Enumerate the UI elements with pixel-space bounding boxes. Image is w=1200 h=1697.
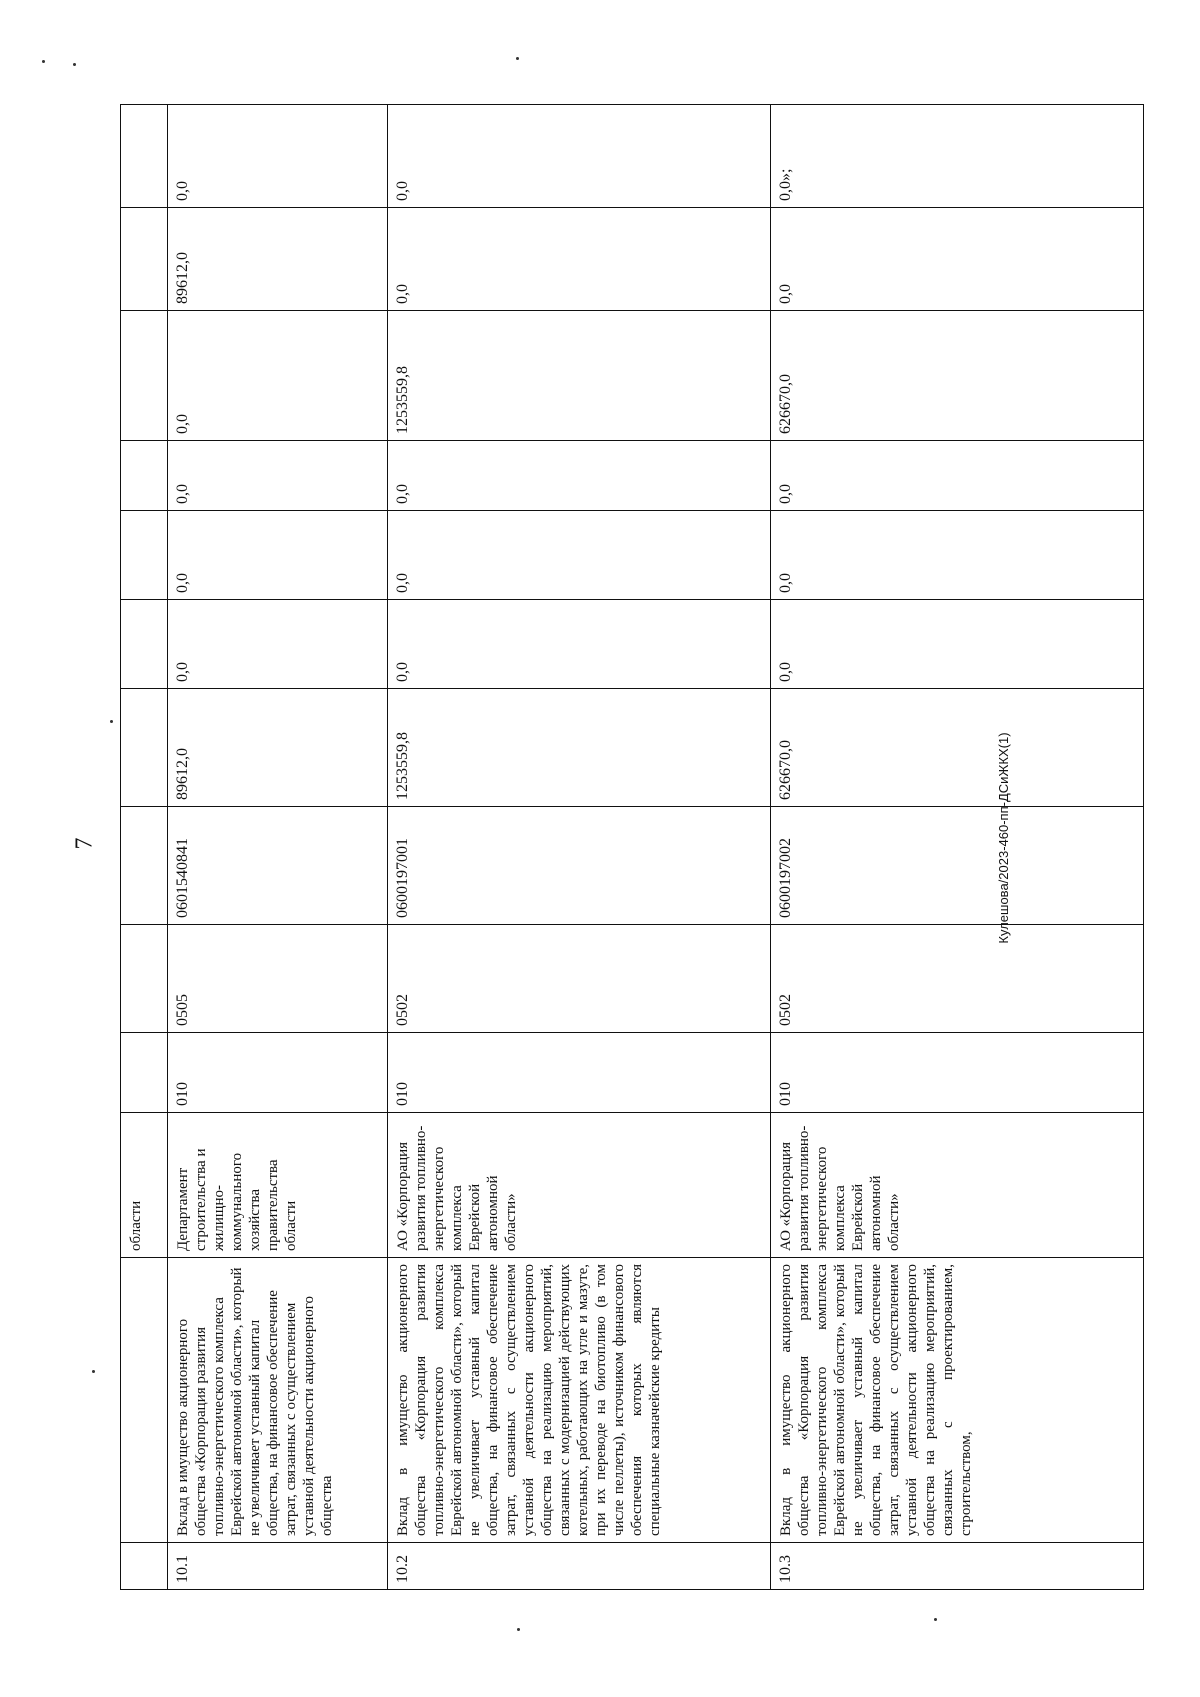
value-5: 1253559,8 xyxy=(388,311,771,441)
header-cell xyxy=(121,600,168,689)
header-cell xyxy=(121,1033,168,1113)
value-5: 0,0 xyxy=(168,311,388,441)
header-cell xyxy=(121,1258,168,1543)
row-number: 10.2 xyxy=(388,1543,771,1590)
header-fragment: области xyxy=(121,1113,168,1258)
value-2: 0,0 xyxy=(771,600,1144,689)
value-1: 626670,0 xyxy=(771,689,1144,807)
scan-speck xyxy=(110,720,113,723)
header-cell xyxy=(121,441,168,511)
value-4: 0,0 xyxy=(168,441,388,511)
table-row xyxy=(388,105,771,1590)
value-3: 0,0 xyxy=(168,511,388,600)
value-6: 0,0 xyxy=(388,208,771,311)
code-1: 010 xyxy=(771,1033,1144,1113)
value-2: 0,0 xyxy=(388,600,771,689)
value-7: 0,0»; xyxy=(771,105,1144,208)
table-row xyxy=(168,105,388,1590)
value-4: 0,0 xyxy=(771,441,1144,511)
header-cell xyxy=(121,511,168,600)
header-cell xyxy=(121,925,168,1033)
header-cell xyxy=(121,311,168,441)
code-3: 0601540841 xyxy=(168,807,388,925)
value-1: 89612,0 xyxy=(168,689,388,807)
table-sheet xyxy=(120,105,1100,1590)
row-description: Вклад в имущество акционерного общества «Корпорация развития топливно-энергетического комплекса Еврейской автономной области», который не увеличивает уставный капитал общества, на финансовое обеспечение затрат, связанных с осуществлением уставной деятельности акционерного общества на реализацию мероприятий, связанных с модернизацией действующих котельных, работающих на угле и мазуте, при их переводе на биотопливо (в том числе пеллеты), источником финансового обеспечения которых являются специальные казначейские кредиты xyxy=(388,1258,771,1543)
value-6: 89612,0 xyxy=(168,208,388,311)
value-6: 0,0 xyxy=(771,208,1144,311)
code-1: 010 xyxy=(388,1033,771,1113)
value-2: 0,0 xyxy=(168,600,388,689)
scan-speck xyxy=(516,57,519,60)
value-3: 0,0 xyxy=(388,511,771,600)
scan-speck xyxy=(73,63,76,66)
value-4: 0,0 xyxy=(388,441,771,511)
header-cell xyxy=(121,689,168,807)
header-cell xyxy=(121,1543,168,1590)
scan-speck xyxy=(42,60,45,63)
code-3: 0600197002 xyxy=(771,807,1144,925)
code-1: 010 xyxy=(168,1033,388,1113)
rotated-table-wrapper xyxy=(120,105,1100,1590)
scan-speck xyxy=(934,1618,937,1621)
code-2: 0502 xyxy=(771,925,1144,1033)
header-cell xyxy=(121,105,168,208)
row-recipient: АО «Корпорация развития топливно-энергетического комплекса Еврейской автономной области» xyxy=(388,1113,771,1258)
row-recipient: АО «Корпорация развития топливно-энергетического комплекса Еврейской автономной области» xyxy=(771,1113,1144,1258)
row-description: Вклад в имущество акционерного общества «Корпорация развития топливно-энергетического комплекса Еврейской автономной области», который не увеличивает уставный капитал общества, на финансовое обеспечение затрат, связанных с осуществлением уставной деятельности акционерного общества xyxy=(168,1258,388,1543)
row-number: 10.1 xyxy=(168,1543,388,1590)
page-number: 7 xyxy=(71,837,98,850)
header-cell xyxy=(121,807,168,925)
row-recipient: Департамент строительства и жилищно-коммунального хозяйства правительства области xyxy=(168,1113,388,1258)
scan-speck xyxy=(92,1370,95,1373)
header-row xyxy=(121,105,168,1590)
value-5: 626670,0 xyxy=(771,311,1144,441)
row-number: 10.3 xyxy=(771,1543,1144,1590)
value-7: 0,0 xyxy=(388,105,771,208)
code-2: 0505 xyxy=(168,925,388,1033)
document-reference: Кулешова/2023-460-пп-ДСиЖКХ(1) xyxy=(996,732,1011,944)
row-description: Вклад в имущество акционерного общества «Корпорация развития топливно-энергетического комплекса Еврейской автономной области», который не увеличивает уставный капитал общества, на финансовое обеспечение затрат, связанных с осуществлением уставной деятельности акционерного общества на реализацию мероприятий, связанных с проектированием, строительством, xyxy=(771,1258,1144,1543)
scan-speck xyxy=(517,1628,520,1631)
code-3: 0600197001 xyxy=(388,807,771,925)
code-2: 0502 xyxy=(388,925,771,1033)
budget-table xyxy=(120,104,1144,1590)
value-7: 0,0 xyxy=(168,105,388,208)
table-row xyxy=(771,105,1144,1590)
value-1: 1253559,8 xyxy=(388,689,771,807)
value-3: 0,0 xyxy=(771,511,1144,600)
header-cell xyxy=(121,208,168,311)
